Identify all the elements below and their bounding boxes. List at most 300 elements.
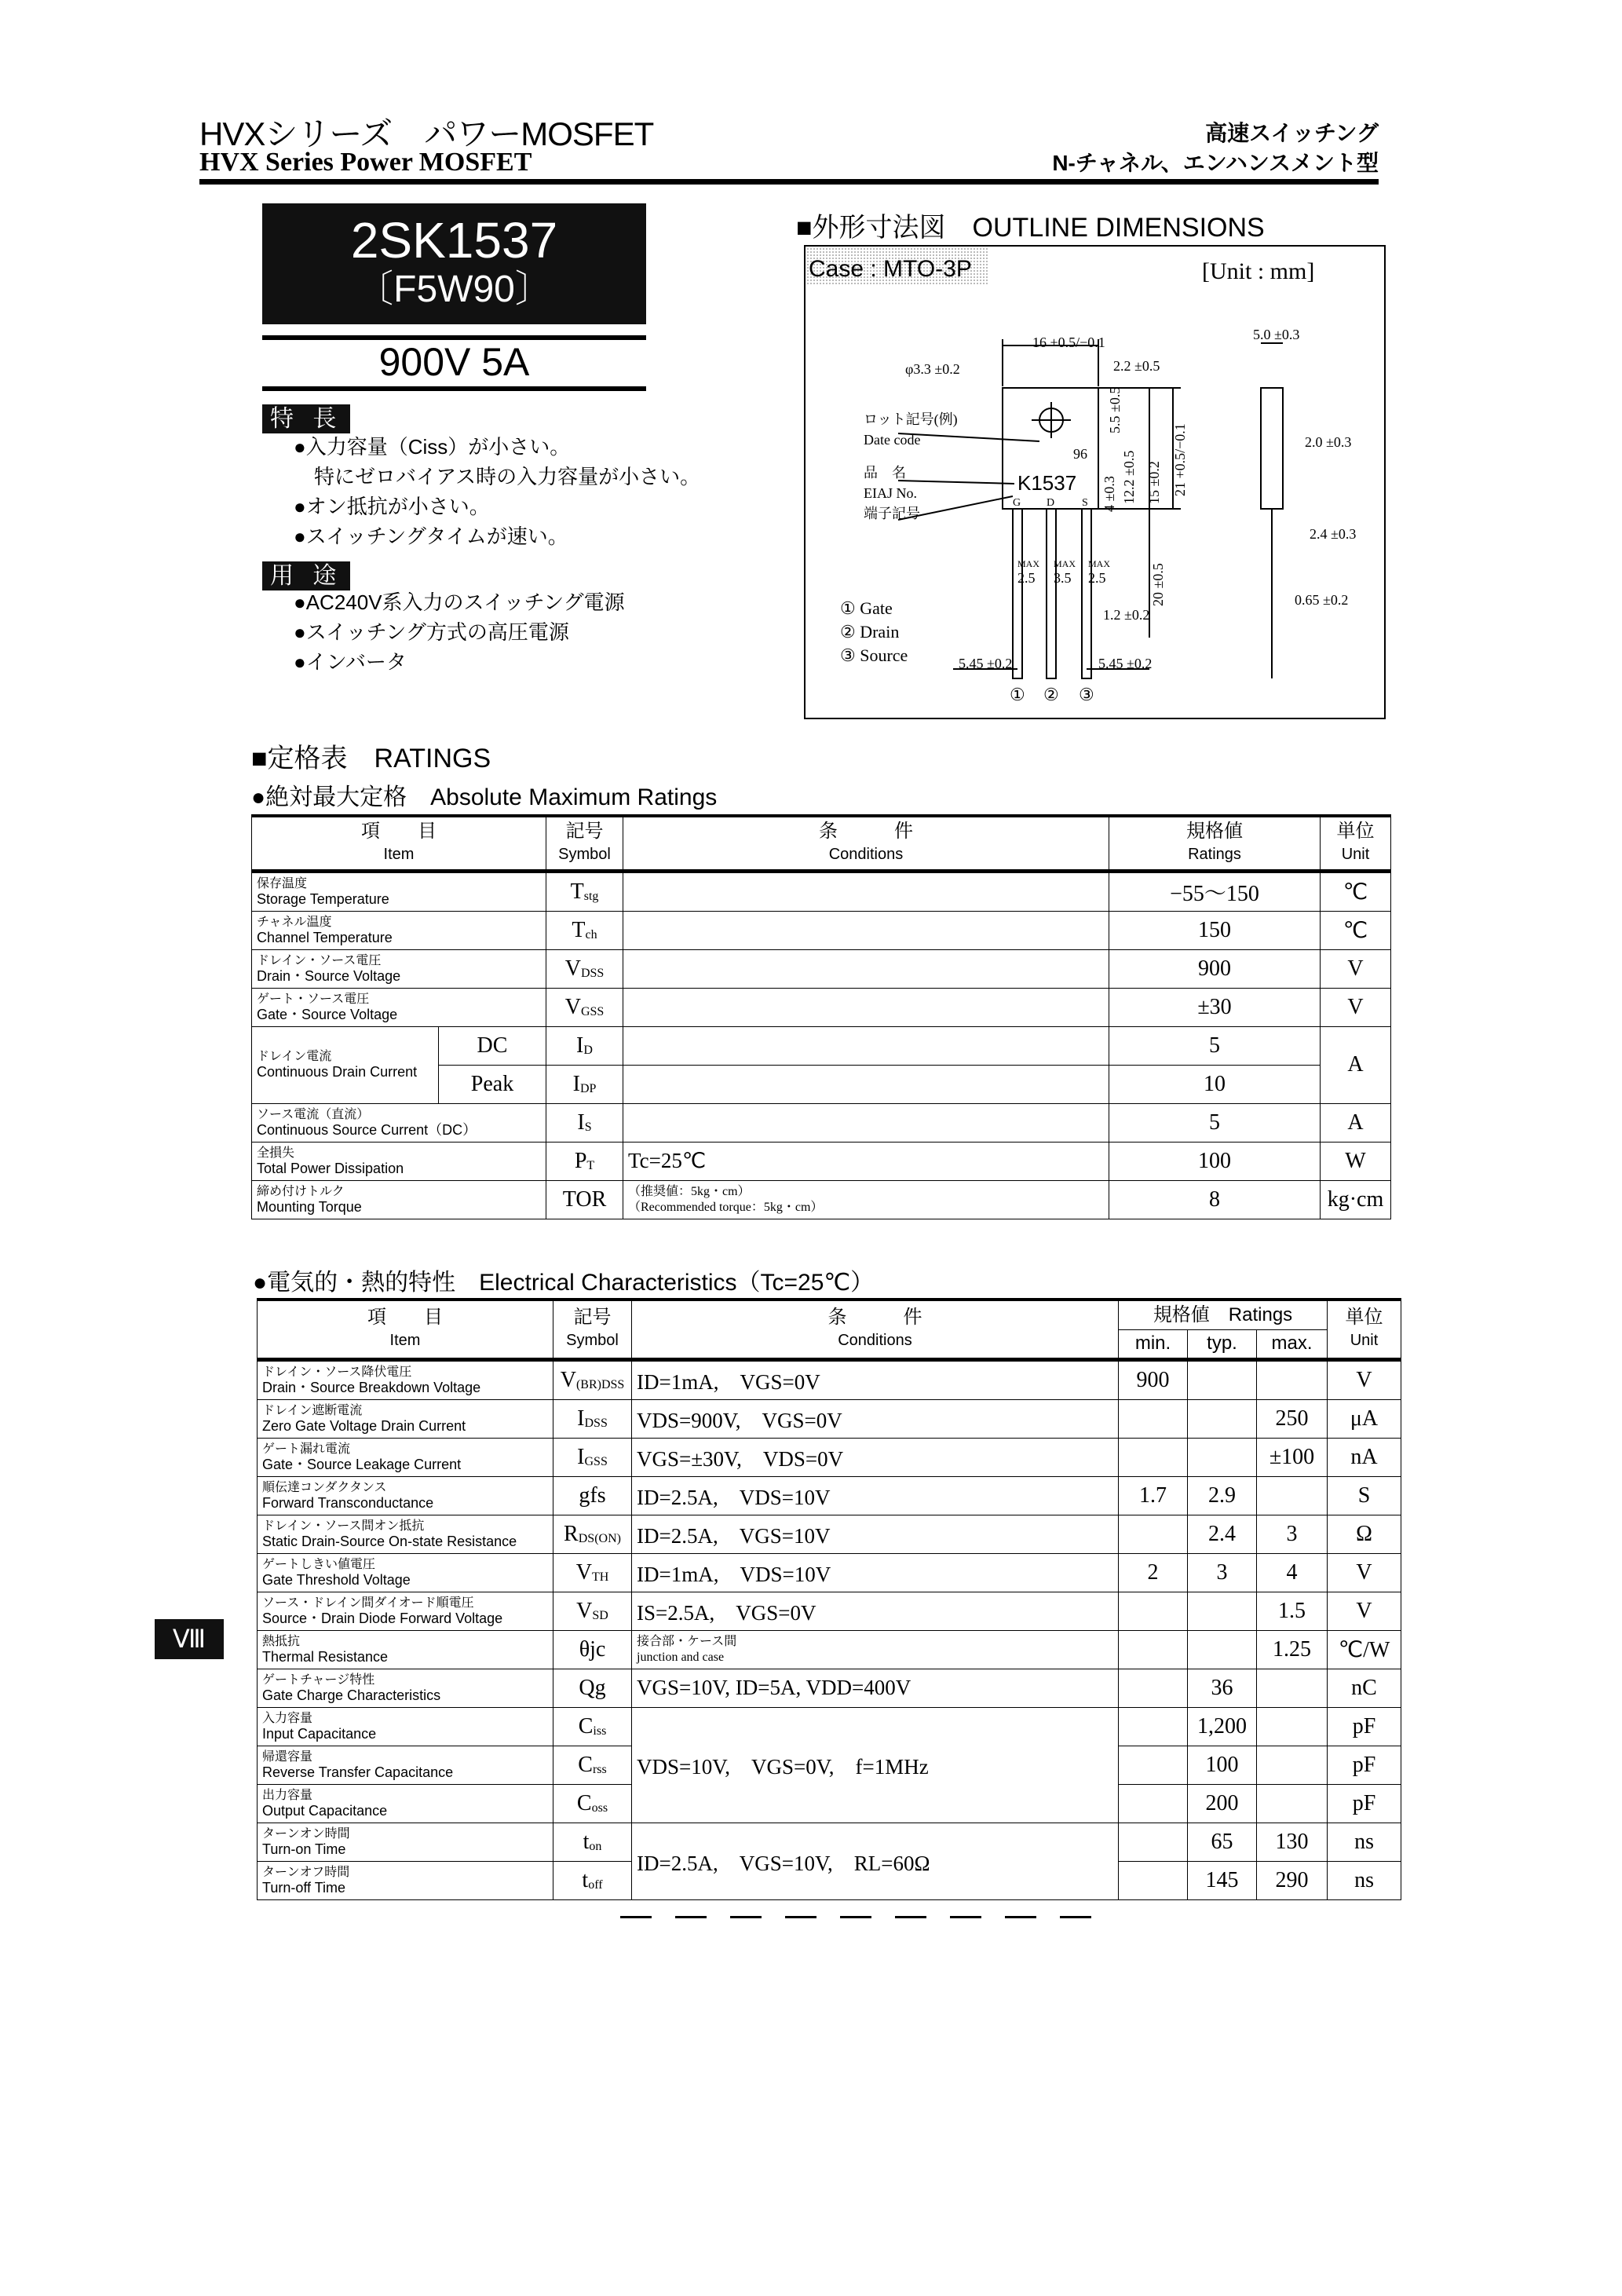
header-symbol: 記号 Symbol xyxy=(546,816,623,871)
conditions-cell xyxy=(632,1630,1119,1669)
table-row xyxy=(252,911,1391,949)
dim-0-65: 0.65 ±0.2 xyxy=(1295,592,1349,608)
symbol-cell xyxy=(546,1065,623,1103)
item-cell xyxy=(252,871,546,911)
table-row xyxy=(258,1592,1401,1630)
conditions-cell xyxy=(632,1669,1119,1707)
unit-label: [Unit : mm] xyxy=(1202,258,1315,284)
electrical-title: ●電気的・熱的特性 Electrical Characteristics（Tc=25℃） xyxy=(253,1270,875,1296)
item-cell xyxy=(252,988,546,1026)
item-en: Drain・Source Voltage xyxy=(257,967,401,984)
lead-source xyxy=(1082,509,1091,678)
max-label: MAX xyxy=(1088,558,1111,569)
item-jp: ドレイン電流 xyxy=(257,1050,332,1063)
features-section xyxy=(262,399,350,433)
min-value xyxy=(1119,1515,1188,1553)
min-value xyxy=(1119,1669,1188,1707)
conditions-cell xyxy=(623,1142,1109,1180)
symbol-sub: iss xyxy=(593,1724,607,1738)
conditions-text: ID=2.5A, VGS=10V xyxy=(637,1524,831,1548)
symbol-sub: GSS xyxy=(580,1004,605,1018)
header-item: 項 目 Item xyxy=(258,1300,553,1359)
dim-2-0: 2.0 ±0.3 xyxy=(1305,434,1352,450)
item-jp: 出力容量 xyxy=(262,1788,313,1802)
item-en: Drain・Source Breakdown Voltage xyxy=(262,1379,481,1395)
conditions-text: ID=1mA, VDS=10V xyxy=(637,1563,831,1586)
unit-cell: A xyxy=(1321,1103,1391,1142)
max-value xyxy=(1257,1669,1328,1707)
item-en: Gate・Source Leakage Current xyxy=(262,1456,462,1472)
typ-value xyxy=(1188,1359,1257,1399)
mode-cell: DC xyxy=(439,1026,546,1065)
symbol-cell xyxy=(546,1026,623,1065)
part-number-box xyxy=(262,203,646,324)
header-symbol: 記号 Symbol xyxy=(553,1300,632,1359)
abs-max-table xyxy=(251,814,1391,1219)
marking-labels xyxy=(864,411,1088,521)
symbol-sub: D xyxy=(583,1043,593,1057)
symbol-main: T xyxy=(572,917,586,942)
item-en: Mounting Torque xyxy=(257,1198,362,1215)
min-value xyxy=(1119,1438,1188,1476)
max-value: 3 xyxy=(1257,1515,1328,1553)
item-en: Gate・Source Voltage xyxy=(257,1006,398,1022)
max-label: MAX xyxy=(1054,558,1076,569)
symbol-cell xyxy=(553,1438,632,1476)
symbol-sub: SD xyxy=(592,1608,608,1622)
symbol-cell xyxy=(553,1707,632,1746)
conditions-cell xyxy=(632,1707,1119,1823)
item-en: Gate Threshold Voltage xyxy=(262,1571,411,1588)
max-label: MAX xyxy=(1017,558,1040,569)
symbol-sub: TH xyxy=(591,1570,609,1584)
rating-value: 5 xyxy=(1109,1103,1321,1142)
item-jp: 締め付けトルク xyxy=(257,1184,345,1198)
symbol-cell xyxy=(553,1861,632,1899)
min-value xyxy=(1119,1823,1188,1861)
features-label: 特 長 xyxy=(262,404,350,433)
item-cell xyxy=(258,1669,553,1707)
item-en: Turn-on Time xyxy=(262,1841,346,1857)
unit-cell: S xyxy=(1328,1476,1401,1515)
item-en: Gate Charge Characteristics xyxy=(262,1687,441,1703)
typ-value xyxy=(1188,1399,1257,1438)
table-row xyxy=(258,1630,1401,1669)
pin-s: S xyxy=(1082,497,1088,509)
conditions-text: VGS=±30V, VDS=0V xyxy=(637,1447,844,1471)
symbol-sub: S xyxy=(584,1120,592,1134)
item-cell xyxy=(258,1476,553,1515)
pin-legend-source: ③ Source xyxy=(840,645,908,665)
symbol-main: Qg xyxy=(579,1675,606,1700)
table-row xyxy=(258,1669,1401,1707)
dim-2-4: 2.4 ±0.3 xyxy=(1310,526,1357,542)
item-en: Zero Gate Voltage Drain Current xyxy=(262,1417,466,1434)
min-value: 900 xyxy=(1119,1359,1188,1399)
dim-4: 4 ±0.3 xyxy=(1101,476,1117,512)
symbol-cell xyxy=(553,1592,632,1630)
max-value xyxy=(1257,1746,1328,1784)
symbol-main: T xyxy=(570,879,584,904)
conditions-cell xyxy=(623,988,1109,1026)
dim-hole: φ3.3 ±0.2 xyxy=(905,361,960,377)
footer-rule xyxy=(620,1916,1115,1918)
dimension-labels xyxy=(905,327,1356,671)
min-value xyxy=(1119,1707,1188,1746)
symbol-cell xyxy=(553,1746,632,1784)
symbol-cell xyxy=(553,1399,632,1438)
header-item: 項 目 Item xyxy=(252,816,546,871)
item-en: Continuous Source Current（DC） xyxy=(257,1121,477,1138)
item-cell xyxy=(252,1142,546,1180)
unit-cell: Ω xyxy=(1328,1515,1401,1553)
symbol-sub: oss xyxy=(591,1801,608,1815)
pin-num-3: ③ xyxy=(1079,685,1094,704)
symbol-sub: off xyxy=(588,1877,603,1892)
typ-value xyxy=(1188,1630,1257,1669)
item-cell xyxy=(258,1553,553,1592)
table-row xyxy=(252,988,1391,1026)
conditions-cell xyxy=(632,1359,1119,1399)
table-row xyxy=(258,1553,1401,1592)
symbol-sub: DSS xyxy=(580,966,605,980)
conditions-text: IS=2.5A, VGS=0V xyxy=(637,1601,816,1625)
unit-cell: ns xyxy=(1328,1861,1401,1899)
lot-label-jp: ロット記号(例) xyxy=(864,411,958,427)
conditions-text-en: （Recommended torque：5kg・cm） xyxy=(628,1200,824,1214)
item-cell xyxy=(258,1707,553,1746)
item-jp: ゲート・ソース電圧 xyxy=(257,992,370,1006)
unit-cell: V xyxy=(1321,949,1391,988)
conditions-cell xyxy=(623,1180,1109,1219)
symbol-sub: ch xyxy=(585,927,597,941)
table-row xyxy=(258,1438,1401,1476)
header-conditions: 条 件 Conditions xyxy=(632,1300,1119,1359)
max-drain: 3.5 xyxy=(1054,570,1072,586)
rating-value: 8 xyxy=(1109,1180,1321,1219)
symbol-main: θjc xyxy=(579,1636,606,1662)
symbol-sub: DS(ON) xyxy=(578,1531,621,1545)
mode-cell: Peak xyxy=(439,1065,546,1103)
lead-drain xyxy=(1047,509,1056,678)
table-row xyxy=(258,1515,1401,1553)
conditions-cell xyxy=(632,1592,1119,1630)
rating-value: 10 xyxy=(1109,1065,1321,1103)
item-jp: 保存温度 xyxy=(257,876,308,890)
symbol-cell xyxy=(553,1669,632,1707)
conditions-cell xyxy=(632,1438,1119,1476)
typ-value: 100 xyxy=(1188,1746,1257,1784)
item-jp: ドレイン・ソース間オン抵抗 xyxy=(262,1519,425,1533)
unit-cell: nA xyxy=(1328,1438,1401,1476)
conditions-text: 接合部・ケース間 xyxy=(637,1634,737,1648)
conditions-text: （推奨値：5kg・cm） xyxy=(628,1184,751,1198)
conditions-cell xyxy=(623,911,1109,949)
unit-cell: ℃/W xyxy=(1328,1630,1401,1669)
min-value: 2 xyxy=(1119,1553,1188,1592)
dim-1-2: 1.2 ±0.2 xyxy=(1103,607,1150,623)
symbol-main: R xyxy=(564,1521,579,1546)
header-typ: typ. xyxy=(1188,1329,1257,1359)
item-cell xyxy=(252,911,546,949)
min-value xyxy=(1119,1630,1188,1669)
case-label: Case : MTO-3P xyxy=(809,256,972,282)
symbol-cell xyxy=(546,1103,623,1142)
max-value: 250 xyxy=(1257,1399,1328,1438)
symbol-main: C xyxy=(578,1713,594,1738)
typ-value: 36 xyxy=(1188,1669,1257,1707)
symbol-cell xyxy=(553,1630,632,1669)
symbol-main: C xyxy=(576,1790,592,1815)
symbol-cell xyxy=(553,1553,632,1592)
symbol-sub: DP xyxy=(579,1081,597,1095)
header-ratings: 規格値 Ratings xyxy=(1119,1300,1328,1329)
item-cell xyxy=(258,1861,553,1899)
item-jp: ゲートしきい値電圧 xyxy=(262,1557,376,1571)
conditions-cell xyxy=(623,871,1109,911)
dim-pitch-left: 5.45 ±0.2 xyxy=(959,656,1013,671)
item-jp: ターンオフ時間 xyxy=(262,1865,350,1879)
unit-cell: ℃ xyxy=(1321,911,1391,949)
rating-value: ±30 xyxy=(1109,988,1321,1026)
item-cell xyxy=(252,1180,546,1219)
dim-2-2: 2.2 ±0.5 xyxy=(1113,358,1160,374)
unit-cell: pF xyxy=(1328,1746,1401,1784)
symbol-sub: rss xyxy=(592,1762,607,1776)
item-jp: ソース・ドレイン間ダイオード順電圧 xyxy=(262,1596,474,1610)
conditions-cell xyxy=(632,1823,1119,1899)
item-en: Turn-off Time xyxy=(262,1879,346,1896)
item-en: Static Drain-Source On-state Resistance xyxy=(262,1533,517,1549)
item-jp: ドレイン遮断電流 xyxy=(262,1403,363,1417)
max-value xyxy=(1257,1707,1328,1746)
header-conditions: 条 件 Conditions xyxy=(623,816,1109,871)
min-value xyxy=(1119,1861,1188,1899)
pin-num-1: ① xyxy=(1010,685,1025,704)
max-gate: 2.5 xyxy=(1017,570,1036,586)
item-en: Channel Temperature xyxy=(257,929,393,945)
pin-legend-gate: ① Gate xyxy=(840,598,893,618)
max-value: ±100 xyxy=(1257,1438,1328,1476)
max-value xyxy=(1257,1359,1328,1399)
item-jp: ソース電流（直流） xyxy=(257,1107,370,1121)
feature-item: ●入力容量（Ciss）が小さい。 xyxy=(294,435,571,459)
header-max: max. xyxy=(1257,1329,1328,1359)
dim-thickness: 5.0 ±0.3 xyxy=(1253,327,1300,342)
section-tab: Ⅷ xyxy=(155,1619,224,1659)
feature-item: ●オン抵抗が小さい。 xyxy=(294,495,490,518)
rating-value: 100 xyxy=(1109,1142,1321,1180)
min-value xyxy=(1119,1746,1188,1784)
feature-item: ●スイッチングタイムが速い。 xyxy=(294,525,568,548)
symbol-sub: GSS xyxy=(584,1454,608,1468)
unit-cell: V xyxy=(1321,988,1391,1026)
symbol-main: V xyxy=(575,1559,592,1585)
unit-cell: kg·cm xyxy=(1321,1180,1391,1219)
conditions-text: ID=2.5A, VGS=10V, RL=60Ω xyxy=(637,1851,930,1875)
conditions-cell xyxy=(623,1103,1109,1142)
item-en: Storage Temperature xyxy=(257,890,389,907)
unit-cell: μA xyxy=(1328,1399,1401,1438)
symbol-main: TOR xyxy=(562,1186,607,1212)
part-alt-code: 〔F5W90〕 xyxy=(356,269,553,310)
unit-cell: V xyxy=(1328,1592,1401,1630)
max-value xyxy=(1257,1476,1328,1515)
lot-code: 96 xyxy=(1073,446,1087,462)
item-jp: ゲート漏れ電流 xyxy=(262,1442,351,1456)
series-title-en: HVX Series Power MOSFET xyxy=(199,148,532,177)
table-row xyxy=(258,1399,1401,1438)
conditions-cell xyxy=(623,1065,1109,1103)
unit-cell: W xyxy=(1321,1142,1391,1180)
typ-value: 65 xyxy=(1188,1823,1257,1861)
table-row xyxy=(258,1359,1401,1399)
item-en: Input Capacitance xyxy=(262,1725,377,1742)
item-en: Output Capacitance xyxy=(262,1802,388,1819)
table-row xyxy=(258,1823,1401,1861)
item-cell xyxy=(258,1784,553,1823)
divider xyxy=(262,386,646,391)
max-source: 2.5 xyxy=(1088,570,1106,586)
typ-value xyxy=(1188,1592,1257,1630)
item-jp: チャネル温度 xyxy=(257,915,332,929)
typ-value: 2.4 xyxy=(1188,1515,1257,1553)
typ-value xyxy=(1188,1438,1257,1476)
typ-value: 145 xyxy=(1188,1861,1257,1899)
symbol-cell xyxy=(546,871,623,911)
symbol-main: C xyxy=(578,1752,593,1777)
item-jp: ゲートチャージ特性 xyxy=(262,1673,375,1687)
unit-cell: ns xyxy=(1328,1823,1401,1861)
unit-cell: V xyxy=(1328,1553,1401,1592)
max-value: 4 xyxy=(1257,1553,1328,1592)
symbol-cell xyxy=(546,911,623,949)
table-row xyxy=(252,871,1391,911)
symbol-main: I xyxy=(576,1033,584,1058)
application-item: ●インバータ xyxy=(294,650,407,674)
symbol-main: V xyxy=(560,1367,576,1392)
lead-gate xyxy=(1013,509,1022,678)
header-min: min. xyxy=(1119,1329,1188,1359)
unit-cell: pF xyxy=(1328,1707,1401,1746)
feature-item: 特にゼロバイアス時の入力容量が小さい。 xyxy=(294,465,701,488)
item-en: Reverse Transfer Capacitance xyxy=(262,1764,454,1780)
conditions-text: VDS=900V, VGS=0V xyxy=(637,1409,842,1432)
table-header xyxy=(258,1300,1401,1329)
header-unit: 単位 Unit xyxy=(1328,1300,1401,1359)
conditions-cell xyxy=(623,949,1109,988)
package-side xyxy=(1261,388,1283,509)
table-row xyxy=(252,949,1391,988)
symbol-cell xyxy=(553,1476,632,1515)
dim-width: 16 +0.5/−0.1 xyxy=(1032,335,1105,350)
terminal-label: 端子記号 xyxy=(864,506,920,521)
item-en: Total Power Dissipation xyxy=(257,1160,404,1176)
min-value xyxy=(1119,1399,1188,1438)
max-value: 1.5 xyxy=(1257,1592,1328,1630)
item-cell xyxy=(258,1438,553,1476)
table-header xyxy=(252,816,1391,871)
item-en: Source・Drain Diode Forward Voltage xyxy=(262,1610,503,1626)
symbol-main: I xyxy=(572,1071,580,1096)
rating-value: 150 xyxy=(1109,911,1321,949)
applications-list xyxy=(294,587,625,677)
symbol-main: I xyxy=(577,1444,585,1469)
conditions-cell xyxy=(623,1026,1109,1065)
outline-diagram xyxy=(804,245,1386,719)
conditions-text: VGS=10V, ID=5A, VDD=400V xyxy=(637,1676,911,1699)
conditions-text-en: junction and case xyxy=(637,1650,725,1664)
electrical-table xyxy=(257,1298,1401,1900)
symbol-sub: stg xyxy=(583,889,599,903)
item-jp: ドレイン・ソース電圧 xyxy=(257,953,382,967)
item-cell xyxy=(258,1592,553,1630)
item-cell xyxy=(258,1746,553,1784)
symbol-sub: on xyxy=(589,1839,602,1853)
item-en: Thermal Resistance xyxy=(262,1648,389,1665)
conditions-cell xyxy=(632,1476,1119,1515)
item-cell xyxy=(252,1026,439,1103)
symbol-cell xyxy=(553,1823,632,1861)
symbol-cell xyxy=(553,1359,632,1399)
symbol-main: V xyxy=(564,956,581,981)
min-value: 1.7 xyxy=(1119,1476,1188,1515)
features-list xyxy=(294,432,700,551)
item-cell xyxy=(258,1359,553,1399)
outline-title: ■外形寸法図 OUTLINE DIMENSIONS xyxy=(796,213,1265,243)
typ-value: 1,200 xyxy=(1188,1707,1257,1746)
item-cell xyxy=(252,1103,546,1142)
conditions-text: ID=1mA, VGS=0V xyxy=(637,1370,820,1394)
dim-pitch-right: 5.45 ±0.2 xyxy=(1098,656,1153,671)
unit-cell: V xyxy=(1328,1359,1401,1399)
unit-cell: ℃ xyxy=(1321,871,1391,911)
symbol-sub: T xyxy=(586,1158,595,1172)
rating-value: −55〜150 xyxy=(1109,871,1321,911)
pin-legend-drain: ② Drain xyxy=(840,622,900,642)
symbol-main: P xyxy=(574,1148,587,1173)
eiaj-label: EIAJ No. xyxy=(864,485,917,501)
header-ratings: 規格値 Ratings xyxy=(1109,816,1321,871)
symbol-main: t xyxy=(583,1829,590,1854)
symbol-cell xyxy=(546,949,623,988)
abs-max-title: ●絶対最大定格 Absolute Maximum Ratings xyxy=(251,784,718,810)
symbol-cell xyxy=(546,1142,623,1180)
symbol-cell xyxy=(546,1180,623,1219)
table-row xyxy=(258,1707,1401,1746)
rating-value: 5 xyxy=(1109,1026,1321,1065)
conditions-cell xyxy=(632,1553,1119,1592)
pin-g: G xyxy=(1013,497,1021,509)
item-cell xyxy=(258,1630,553,1669)
item-cell xyxy=(258,1399,553,1438)
item-jp: 帰還容量 xyxy=(262,1749,313,1764)
ratings-title: ■定格表 RATINGS xyxy=(251,744,491,773)
symbol-cell xyxy=(553,1784,632,1823)
dim-20: 20 ±0.5 xyxy=(1150,563,1166,606)
unit-cell: A xyxy=(1321,1026,1391,1103)
item-jp: 入力容量 xyxy=(262,1711,313,1725)
feature-label: 高速スイッチング xyxy=(1205,121,1379,145)
conditions-text: Tc=25℃ xyxy=(628,1149,707,1172)
symbol-sub: DSS xyxy=(584,1416,608,1430)
table-row xyxy=(252,1180,1391,1219)
unit-cell: nC xyxy=(1328,1669,1401,1707)
symbol-main: I xyxy=(577,1110,585,1135)
applications-section xyxy=(262,556,350,590)
max-value: 130 xyxy=(1257,1823,1328,1861)
typ-value: 200 xyxy=(1188,1784,1257,1823)
